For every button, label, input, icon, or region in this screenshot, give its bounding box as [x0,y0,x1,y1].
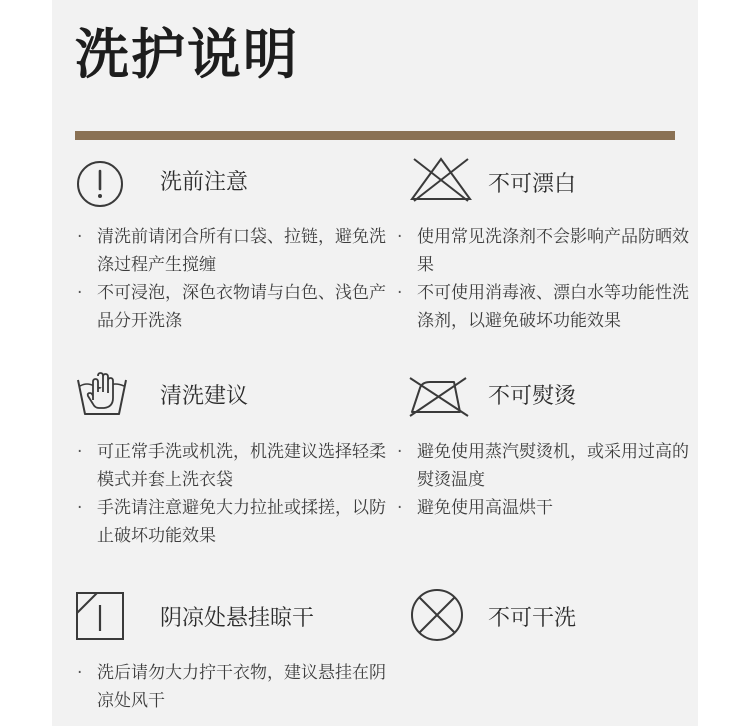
list-item: · 使用常见洗涤剂不会影响产品防晒效果 [395,223,695,279]
no-bleach-list [395,223,695,335]
exclamation-circle-icon [75,160,125,208]
list-item: · 避免使用蒸汽熨烫机，或采用过高的熨烫温度 [395,438,695,494]
no-iron-icon [408,370,470,418]
section-title-washing: 清洗建议 [160,384,249,409]
title-divider [75,131,675,140]
care-instructions-panel [52,0,698,726]
list-item: · 不可浸泡，深色衣物请与白色、浅色产品分开洗涤 [75,279,387,335]
list-item: · 洗后请勿大力拧干衣物，建议悬挂在阴凉处风干 [75,659,387,715]
no-iron-list [395,438,695,522]
washing-list [75,438,387,550]
no-bleach-icon [408,155,474,203]
section-title-no-iron: 不可熨烫 [488,384,577,409]
page-title: 洗护说明 [75,23,299,86]
precautions-list [75,223,387,335]
section-title-no-dry-clean: 不可干洗 [488,606,577,631]
list-item: · 不可使用消毒液、漂白水等功能性洗涤剂，以避免破坏功能效果 [395,279,695,335]
list-item: · 手洗请注意避免大力拉扯或揉搓，以防止破坏功能效果 [75,494,387,550]
list-item: · 可正常手洗或机洗，机洗建议选择轻柔模式并套上洗衣袋 [75,438,387,494]
section-title-shade-dry: 阴凉处悬挂晾干 [160,606,315,631]
list-item: · 清洗前请闭合所有口袋、拉链，避免洗涤过程产生搅缠 [75,223,387,279]
section-title-precautions: 洗前注意 [160,170,249,195]
section-title-no-bleach: 不可漂白 [488,172,577,197]
no-dry-clean-icon [408,587,466,643]
list-item: · 避免使用高温烘干 [395,494,695,522]
shade-hang-dry-icon [75,591,125,641]
shade-dry-list [75,659,387,715]
hand-wash-icon [75,368,129,418]
